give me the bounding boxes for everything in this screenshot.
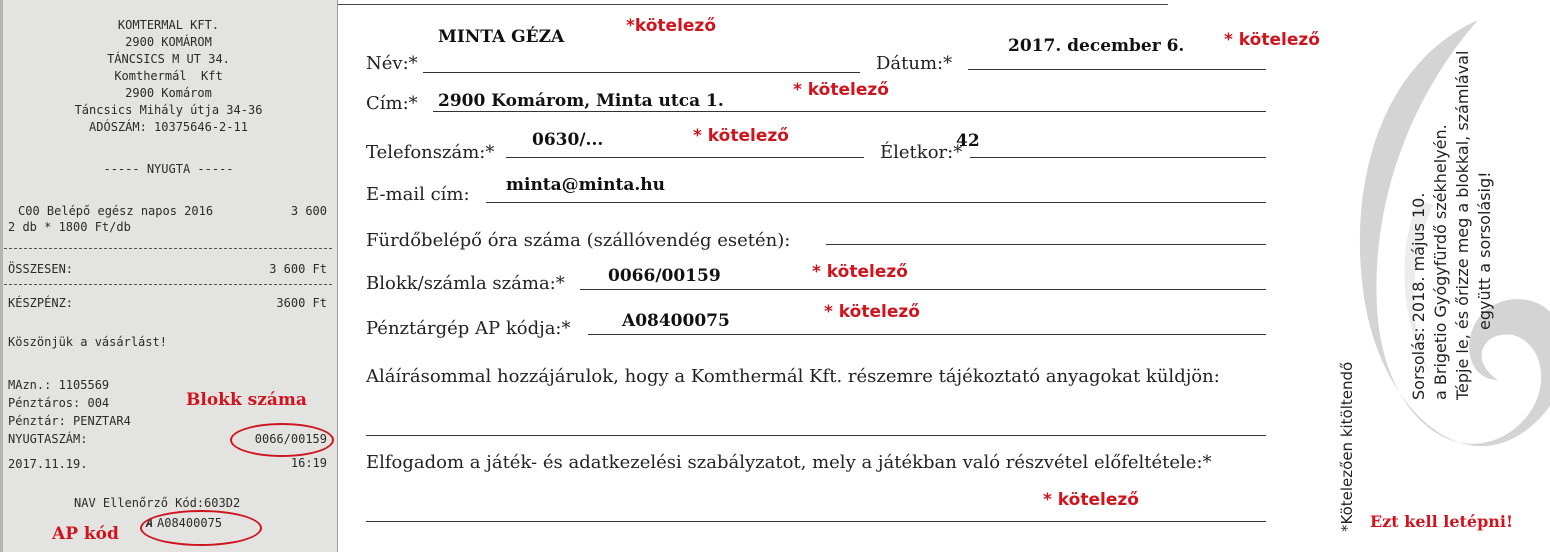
email-value: minta@minta.hu xyxy=(506,175,665,195)
receipt-divider xyxy=(4,248,332,249)
receipt-number-highlight-oval xyxy=(230,423,334,457)
date-value: 2017. december 6. xyxy=(1008,36,1185,56)
receipt-item-price: 3 600 xyxy=(290,204,327,218)
age-value: 42 xyxy=(956,131,980,151)
draw-info-line: a Brigetio Gyógyfürdő székhelyén. xyxy=(1431,124,1450,400)
bath-ticket-field[interactable] xyxy=(826,244,1266,245)
ap-code-value: A08400075 xyxy=(622,311,730,331)
name-value: MINTA GÉZA xyxy=(438,27,565,47)
receipt-number-field[interactable] xyxy=(580,289,1266,290)
receipt-number-label: Blokk/számla száma:* xyxy=(366,273,565,294)
receipt-cash-label: KÉSZPÉNZ: xyxy=(8,296,74,310)
receipt-title: ----- NYUGTA ----- xyxy=(103,162,234,176)
receipt-cashier: Pénztáros: 004 xyxy=(8,396,110,410)
receipt-number-value: 0066/00159 xyxy=(608,266,721,286)
receipt-divider xyxy=(4,284,332,285)
name-field[interactable] xyxy=(423,72,860,73)
receipt-header-line: 2900 KOMÁROM xyxy=(125,35,212,49)
address-field[interactable] xyxy=(433,111,1266,112)
receipt-number-label: NYUGTASZÁM: xyxy=(8,432,88,446)
ap-code-field[interactable] xyxy=(588,334,1266,335)
form-top-border xyxy=(338,4,1168,5)
ap-code-required-note: * kötelező xyxy=(824,302,920,322)
receipt-number-required-note: * kötelező xyxy=(812,262,908,282)
marketing-consent-label: Aláírásommal hozzájárulok, hogy a Komthermál Kft. részemre tájékoztató anyagokat küldjön: xyxy=(366,366,1220,387)
rules-accept-label: Elfogadom a játék- és adatkezelési szabályzatot, mely a játékban való részvétel előfeltétele:* xyxy=(366,452,1212,473)
draw-info-line: Sorsolás: 2018. május 10. xyxy=(1409,192,1428,400)
draw-info-line: együtt a sorsolásig! xyxy=(1475,171,1494,330)
receipt-mazn: MAzn.: 1105569 xyxy=(8,378,110,392)
receipt-thanks: Köszönjük a vásárlást! xyxy=(8,335,167,349)
age-field[interactable] xyxy=(970,157,1266,158)
receipt-header-line: Komthermál Kft xyxy=(114,69,223,83)
lottery-form xyxy=(338,0,1550,552)
receipt-header-line: KOMTERMAL KFT. xyxy=(117,18,220,32)
receipt-item-qty: 2 db * 1800 Ft/db xyxy=(8,220,131,234)
address-required-note: * kötelező xyxy=(793,80,889,100)
receipt-nav-code: NAV Ellenőrző Kód:603D2 xyxy=(74,496,241,510)
date-required-note: * kötelező xyxy=(1224,30,1320,50)
name-label: Név:* xyxy=(366,53,418,74)
receipt-header-line: Táncsics Mihály útja 34-36 xyxy=(74,103,263,117)
receipt-header-line: TÁNCSICS M UT 34. xyxy=(107,52,230,66)
receipt-photo xyxy=(0,0,338,552)
address-value: 2900 Komárom, Minta utca 1. xyxy=(438,91,724,111)
email-label: E-mail cím: xyxy=(366,184,470,205)
required-fields-note: *Kötelezően kitöltendő xyxy=(1338,361,1356,532)
receipt-item-name: C00 Belépő egész napos 2016 xyxy=(18,204,214,218)
ap-code-label: Pénztárgép AP kódja:* xyxy=(366,318,571,339)
address-label: Cím:* xyxy=(366,93,418,114)
date-label: Dátum:* xyxy=(876,53,953,74)
receipt-number: 0066/00159 xyxy=(254,432,327,446)
receipt-ap-code: A08400075 xyxy=(157,516,223,530)
marketing-consent-field[interactable] xyxy=(366,435,1266,436)
ap-code-highlight-oval xyxy=(140,510,262,546)
rules-accept-field[interactable] xyxy=(366,521,1266,522)
age-label: Életkor:* xyxy=(880,142,963,163)
receipt-cash-value: 3600 Ft xyxy=(276,296,327,310)
name-required-note: *kötelező xyxy=(626,16,717,36)
receipt-register: Pénztár: PENZTAR4 xyxy=(8,414,131,428)
receipt-total-label: ÖSSZESEN: xyxy=(8,262,74,276)
date-field[interactable] xyxy=(968,69,1266,70)
phone-label: Telefonszám:* xyxy=(366,142,495,163)
annotation-ap-code: AP kód xyxy=(52,524,119,544)
receipt-header-line: 2900 Komárom xyxy=(125,86,212,100)
receipt-date: 2017.11.19. xyxy=(8,457,88,471)
draw-info-line: Tépje le, és őrizze meg a blokkal, számlával xyxy=(1453,50,1472,400)
phone-required-note: * kötelező xyxy=(693,126,789,146)
phone-field[interactable] xyxy=(506,157,864,158)
receipt-ap-glyph: A xyxy=(146,516,154,530)
tear-off-note: Ezt kell letépni! xyxy=(1370,512,1513,531)
rules-required-note: * kötelező xyxy=(1043,490,1139,510)
receipt-time: 16:19 xyxy=(290,456,327,470)
receipt-header-line: ADÓSZÁM: 10375646-2-11 xyxy=(89,120,248,134)
bath-ticket-label: Fürdőbelépő óra száma (szállóvendég esetén): xyxy=(366,230,791,251)
draw-info xyxy=(1408,51,1496,400)
phone-value: 0630/... xyxy=(532,130,604,150)
receipt-total-value: 3 600 Ft xyxy=(269,262,327,276)
email-field[interactable] xyxy=(486,202,1266,203)
annotation-receipt-number: Blokk száma xyxy=(186,390,307,410)
